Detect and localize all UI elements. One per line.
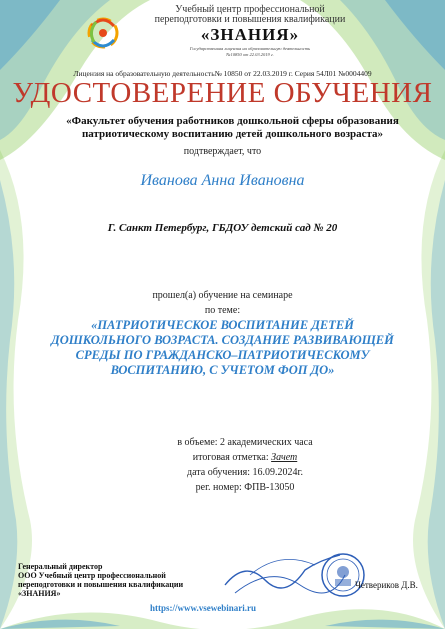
license-line: Лицензия на образовательную деятельность№ 10850 от 22.03.2019 г. Серия 54Л01 №0004409 [73, 69, 372, 78]
organization-subline-1: Государственная лицензия на образовательную деятельность [189, 46, 311, 51]
certificate-title: УДОСТОВЕРЕНИЕ ОБУЧЕНИЯ [12, 77, 433, 109]
reg-number-line: рег. номер: ФПВ-13050 [195, 482, 295, 493]
signer-org-line-3: «ЗНАНИЯ» [18, 589, 61, 598]
signer-block [18, 562, 248, 598]
organization-logo [84, 12, 122, 54]
confirms-text: подтверждает, что [183, 146, 262, 157]
signer-org-line-1: ООО Учебный центр профессиональной [18, 571, 166, 580]
faculty-name: «Факультет обучения работников дошкольной сферы образования патриотическому воспитанию детей дошкольного возраста» [66, 115, 399, 140]
volume-line: в объеме: 2 академических часа [177, 437, 313, 448]
organization-line-2: переподготовки и повышения квалификации [154, 14, 346, 25]
grade-label: итоговая отметка: [192, 452, 269, 463]
signer-name: Четвериков Д.В. [355, 580, 418, 590]
grade-line [140, 452, 350, 463]
organization-stamp [320, 552, 366, 598]
recipient-location: Г. Санкт Петербург, ГБДОУ детский сад № 20 [107, 222, 338, 234]
recipient-name: Иванова Анна Ивановна [140, 172, 305, 189]
organization-name: «ЗНАНИЯ» [200, 25, 300, 44]
topic-label: по теме: [204, 305, 241, 316]
website-link[interactable]: https://www.vsewebinari.ru [150, 603, 257, 613]
signer-org-line-2: переподготовки и повышения квалификации [18, 580, 184, 589]
seminar-topic: «ПАТРИОТИЧЕСКОЕ ВОСПИТАНИЕ ДЕТЕЙ ДОШКОЛЬНОГО ВОЗРАСТА. СОЗДАНИЕ РАЗВИВАЮЩЕЙ СРЕДЫ ПО ГРАЖДАНСКО–ПАТРИОТИЧЕСКОМУ ВОСПИТАНИЮ, С УЧЕТОМ ФОП ДО» [51, 318, 394, 377]
passed-text: прошел(а) обучение на семинаре [152, 290, 293, 301]
signer-title: Генеральный директор [18, 562, 103, 571]
grade-value: Зачет [271, 452, 298, 463]
organization-line-1: Учебный центр профессиональной [175, 4, 325, 15]
date-line: дата обучения: 16.09.2024г. [187, 467, 303, 478]
organization-subline-2: №10850 от 22.03.2019 г. [226, 52, 274, 57]
